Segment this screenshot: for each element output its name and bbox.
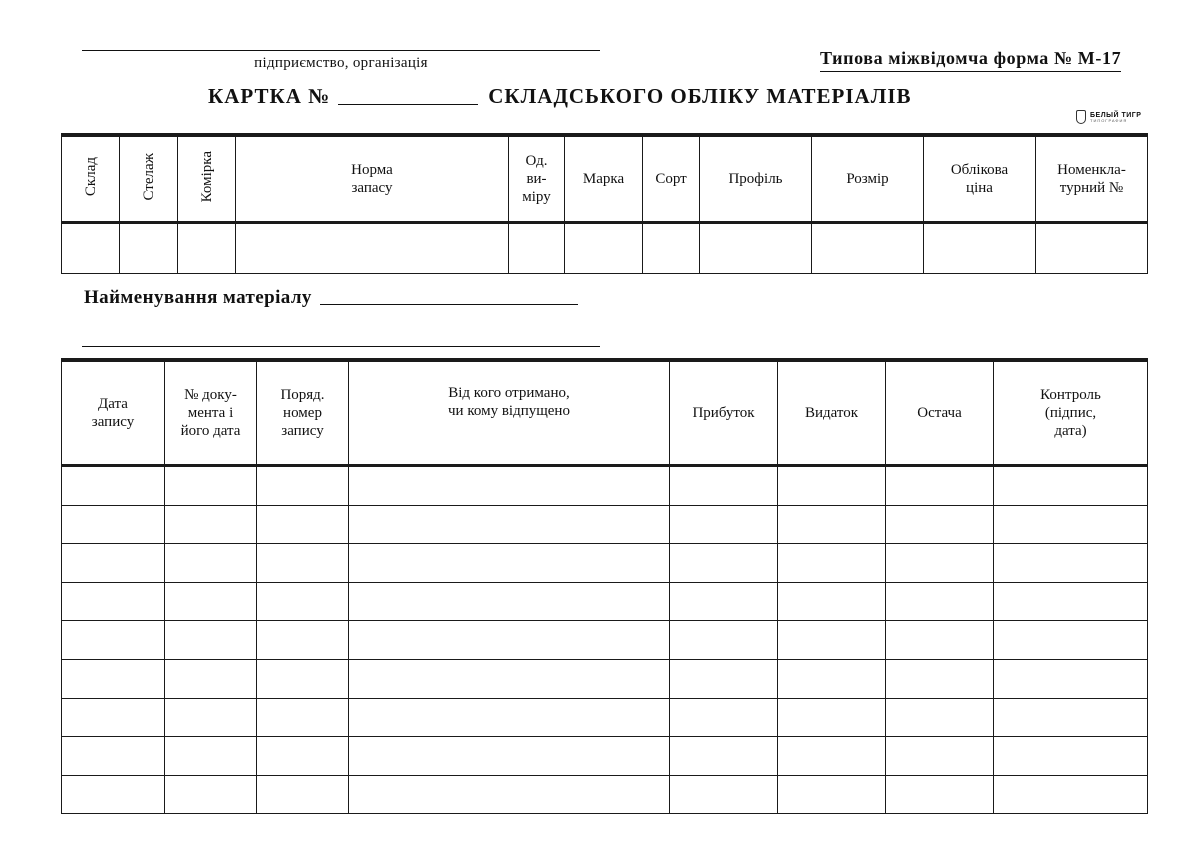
table-cell[interactable] [994,466,1148,506]
header-rack-text: Стелаж [140,152,157,201]
top-header-row [62,135,1148,223]
table-cell[interactable] [257,775,349,814]
table-cell[interactable] [349,582,670,621]
table-cell[interactable] [62,223,120,274]
header-cell-text: Комірка [198,150,215,203]
table-cell[interactable] [670,544,778,583]
table-cell[interactable] [62,698,165,737]
material-name-second-line[interactable] [82,346,600,347]
table-cell[interactable] [778,505,886,544]
table-cell[interactable] [886,582,994,621]
table-cell[interactable] [670,737,778,776]
header-counterparty: Від кого отримано, чи кому відпущено [349,360,670,466]
table-cell[interactable] [886,698,994,737]
table-cell[interactable] [994,737,1148,776]
table-cell[interactable] [994,659,1148,698]
table-cell[interactable] [886,505,994,544]
table-cell[interactable] [62,544,165,583]
table-cell[interactable] [778,659,886,698]
table-cell[interactable] [165,775,257,814]
table-cell[interactable] [670,698,778,737]
table-cell[interactable] [670,659,778,698]
table-cell[interactable] [257,582,349,621]
table-cell[interactable] [565,223,643,274]
material-name-field [84,287,578,309]
table-cell[interactable] [349,544,670,583]
table-row [62,582,1148,621]
logo-text: БЕЛЫЙ ТИГР [1090,111,1142,119]
material-name-blank[interactable] [320,304,578,305]
table-row [62,621,1148,660]
table-cell[interactable] [994,698,1148,737]
table-cell[interactable] [165,698,257,737]
table-cell[interactable] [994,582,1148,621]
table-cell[interactable] [886,466,994,506]
header-control: Контроль (підпис, дата) [994,360,1148,466]
table-cell[interactable] [994,621,1148,660]
movement-table-body [62,466,1148,814]
title-card-number-label: КАРТКА № [208,84,331,108]
table-cell[interactable] [236,223,509,274]
table-cell[interactable] [165,544,257,583]
table-cell[interactable] [62,466,165,506]
table-cell[interactable] [62,737,165,776]
table-cell[interactable] [886,544,994,583]
table-cell[interactable] [994,544,1148,583]
table-cell[interactable] [165,582,257,621]
movement-table [61,358,1148,814]
header-expense: Видаток [778,360,886,466]
material-name-label: Найменування матеріалу [84,287,312,308]
table-cell[interactable] [257,737,349,776]
header-warehouse [62,135,120,223]
table-cell[interactable] [700,223,812,274]
document-title [208,84,912,109]
table-cell[interactable] [349,659,670,698]
table-cell[interactable] [257,698,349,737]
table-cell[interactable] [349,698,670,737]
table-cell[interactable] [812,223,924,274]
table-cell[interactable] [257,544,349,583]
table-cell[interactable] [886,659,994,698]
header-size: Розмір [812,135,924,223]
table-cell[interactable] [778,775,886,814]
table-cell[interactable] [670,466,778,506]
table-cell[interactable] [886,775,994,814]
table-cell[interactable] [643,223,700,274]
table-cell[interactable] [886,621,994,660]
table-cell[interactable] [886,737,994,776]
table-row [62,698,1148,737]
header-entry-order: Поряд. номер запису [257,360,349,466]
header-balance: Остача [886,360,994,466]
bottom-header-row [62,360,1148,466]
table-cell[interactable] [778,698,886,737]
table-cell[interactable] [62,659,165,698]
header-grade: Сорт [643,135,700,223]
header-accounting-price: Облікова ціна [924,135,1036,223]
header-income: Прибуток [670,360,778,466]
header-rack [120,135,178,223]
table-row [62,505,1148,544]
table-cell[interactable] [924,223,1036,274]
card-number-blank[interactable] [338,103,478,105]
header-brand: Марка [565,135,643,223]
table-cell[interactable] [120,223,178,274]
table-cell[interactable] [670,582,778,621]
header-cell [178,135,236,223]
table-cell[interactable] [778,737,886,776]
table-cell[interactable] [778,466,886,506]
table-cell[interactable] [349,466,670,506]
table-cell[interactable] [349,775,670,814]
table-cell[interactable] [62,582,165,621]
table-cell[interactable] [778,621,886,660]
organization-line [82,50,600,51]
table-cell[interactable] [778,544,886,583]
table-cell[interactable] [349,505,670,544]
table-cell[interactable] [509,223,565,274]
header-stock-norm: Норма запасу [236,135,509,223]
logo-subtext: ТИПОГРАФИЯ [1090,117,1128,123]
publisher-logo [1076,110,1141,124]
storage-info-table [61,133,1148,274]
header-warehouse-text: Склад [82,156,99,197]
table-cell[interactable] [1036,223,1148,274]
table-cell[interactable] [165,737,257,776]
tiger-logo-icon [1076,110,1086,124]
table-cell[interactable] [778,582,886,621]
table-cell[interactable] [670,775,778,814]
table-cell[interactable] [994,775,1148,814]
table-cell[interactable] [257,466,349,506]
table-cell[interactable] [994,505,1148,544]
table-cell[interactable] [349,621,670,660]
table-cell[interactable] [165,659,257,698]
header-document-number: № доку- мента і його дата [165,360,257,466]
table-cell[interactable] [62,505,165,544]
table-cell[interactable] [257,505,349,544]
table-cell[interactable] [349,737,670,776]
header-profile: Профіль [700,135,812,223]
title-description: СКЛАДСЬКОГО ОБЛІКУ МАТЕРІАЛІВ [488,84,912,108]
table-row [62,466,1148,506]
table-row [62,544,1148,583]
table-cell[interactable] [670,621,778,660]
table-cell[interactable] [178,223,236,274]
table-cell[interactable] [165,621,257,660]
table-row [62,775,1148,814]
header-nomenclature-number: Номенкла- турний № [1036,135,1148,223]
form-type-label: Типова міжвідомча форма № М-17 [820,48,1121,72]
table-cell[interactable] [257,659,349,698]
table-cell[interactable] [165,505,257,544]
table-cell[interactable] [165,466,257,506]
table-cell[interactable] [670,505,778,544]
header-entry-date: Дата запису [62,360,165,466]
table-row [62,659,1148,698]
top-data-row [62,223,1148,274]
header-unit: Од. ви- міру [509,135,565,223]
table-row [62,737,1148,776]
organization-label: підприємство, організація [254,55,428,71]
table-cell[interactable] [62,775,165,814]
table-cell[interactable] [62,621,165,660]
table-cell[interactable] [257,621,349,660]
